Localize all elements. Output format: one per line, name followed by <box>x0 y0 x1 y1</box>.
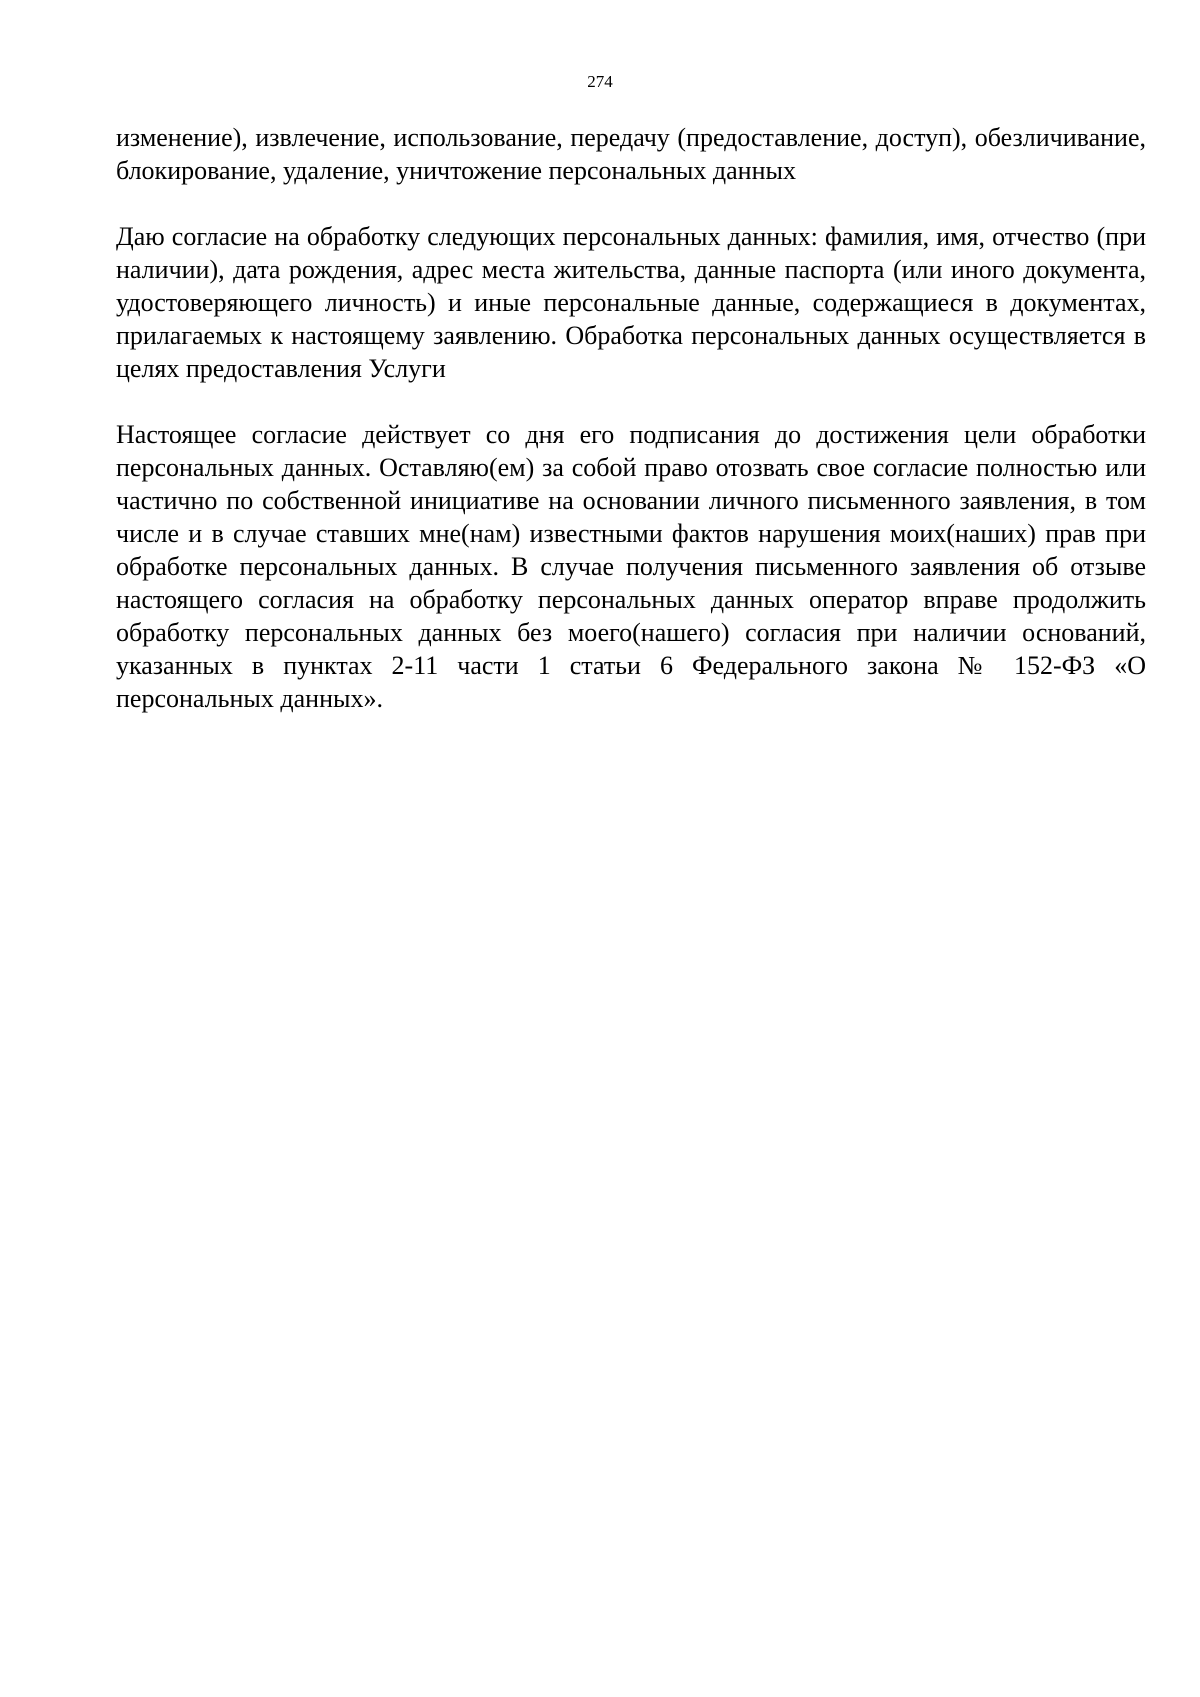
paragraph-consent-data-list: Даю согласие на обработку следующих персональных данных: фамилия, имя, отчество (при наличии), дата рождения, адрес места жительства, данные паспорта (или иного документа, удостоверяющего личность) и иные персональные данные, содержащиеся в документах, прилагаемых к настоящему заявлению. Обработка персональных данных осуществляется в целях предоставления Услуги <box>116 222 1146 383</box>
paragraph-processing-actions: изменение), извлечение, использование, передачу (предоставление, доступ), обезличивание, блокирование, удаление, уничтожение персональных данных <box>116 123 1146 185</box>
paragraph-consent-validity: Настоящее согласие действует со дня его подписания до достижения цели обработки персональных данных. Оставляю(ем) за собой право отозвать свое согласие полностью или частично по собственной инициативе на основании личного письменного заявления, в том числе и в случае ставших мне(нам) известными фактов нарушения моих(наших) прав при обработке персональных данных. В случае получения письменного заявления об отзыве настоящего согласия на обработку персональных данных оператор вправе продолжить обработку персональных данных без моего(нашего) согласия при наличии оснований, указанных в пунктах 2-11 части 1 статьи 6 Федерального закона № 152-ФЗ «О персональных данных». <box>116 420 1146 713</box>
page-number: 274 <box>587 72 613 91</box>
document-body <box>116 121 1146 715</box>
